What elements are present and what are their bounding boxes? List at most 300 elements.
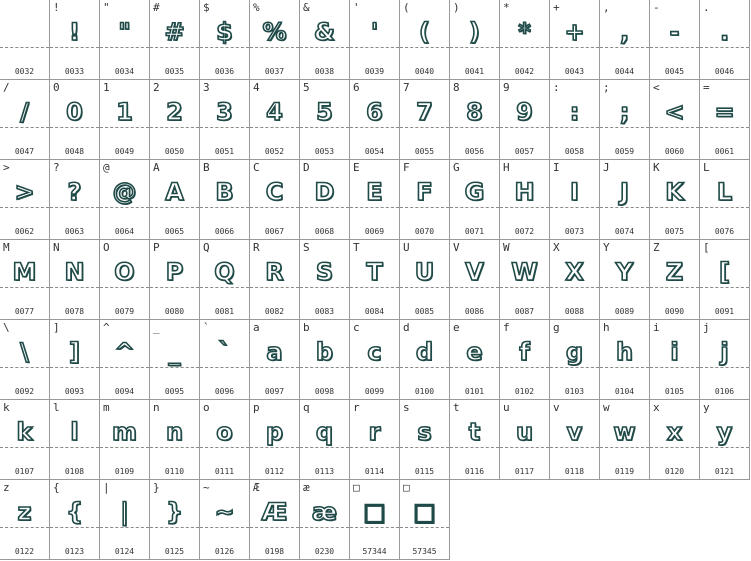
glyph-code: 0114 <box>364 467 385 476</box>
glyph-sample: b <box>315 338 334 366</box>
baseline-guide <box>400 47 449 48</box>
glyph-code: 0048 <box>64 147 85 156</box>
glyph-code: 0116 <box>464 467 485 476</box>
glyph-sample: u <box>515 418 534 446</box>
glyph-cell <box>350 240 400 320</box>
glyph-sample: X <box>565 258 584 286</box>
glyph-label: J <box>603 161 610 174</box>
glyph-cell <box>650 0 700 80</box>
glyph-cell <box>250 160 300 240</box>
baseline-guide <box>200 207 249 208</box>
glyph-cell <box>0 480 50 560</box>
glyph-cell <box>650 80 700 160</box>
glyph-label: ^ <box>103 321 110 334</box>
glyph-cell <box>450 0 500 80</box>
baseline-guide <box>400 207 449 208</box>
glyph-cell <box>650 240 700 320</box>
glyph-label: U <box>403 241 410 254</box>
glyph-cell <box>300 400 350 480</box>
glyph-cell <box>150 80 200 160</box>
glyph-label: 7 <box>403 81 410 94</box>
glyph-sample: Æ <box>261 498 288 526</box>
glyph-label: _ <box>153 321 160 334</box>
baseline-guide <box>450 207 499 208</box>
glyph-code: 0100 <box>414 387 435 396</box>
glyph-sample: 4 <box>266 98 283 126</box>
baseline-guide <box>50 527 99 528</box>
glyph-label: g <box>553 321 560 334</box>
glyph-label: S <box>303 241 310 254</box>
glyph-code: 0097 <box>264 387 285 396</box>
glyph-label: % <box>253 1 260 14</box>
glyph-code: 0057 <box>514 147 535 156</box>
glyph-cell <box>550 400 600 480</box>
glyph-sample: M <box>12 258 37 286</box>
glyph-label: | <box>103 481 110 494</box>
glyph-sample: n <box>165 418 184 446</box>
glyph-label: 1 <box>103 81 110 94</box>
baseline-guide <box>300 47 349 48</box>
glyph-label: q <box>303 401 310 414</box>
glyph-label: ! <box>53 1 60 14</box>
baseline-guide <box>50 287 99 288</box>
baseline-guide <box>50 47 99 48</box>
baseline-guide <box>500 207 549 208</box>
glyph-sample: j <box>720 338 729 366</box>
glyph-sample: 0 <box>66 98 83 126</box>
glyph-sample: s <box>417 418 432 446</box>
glyph-cell <box>500 320 550 400</box>
baseline-guide <box>250 447 299 448</box>
glyph-code: 0037 <box>264 67 285 76</box>
glyph-cell <box>0 80 50 160</box>
baseline-guide <box>600 127 649 128</box>
glyph-label: v <box>553 401 560 414</box>
glyph-sample: | <box>120 498 129 526</box>
glyph-code: 0060 <box>664 147 685 156</box>
baseline-guide <box>300 447 349 448</box>
glyph-code: 0043 <box>564 67 585 76</box>
baseline-guide <box>350 287 399 288</box>
glyph-cell <box>150 160 200 240</box>
glyph-cell <box>250 240 300 320</box>
baseline-guide <box>700 47 749 48</box>
glyph-cell <box>100 160 150 240</box>
glyph-cell <box>500 160 550 240</box>
glyph-code: 0101 <box>464 387 485 396</box>
glyph-sample: D <box>314 178 335 206</box>
baseline-guide <box>400 287 449 288</box>
baseline-guide <box>350 207 399 208</box>
glyph-label: b <box>303 321 310 334</box>
glyph-code: 0080 <box>164 307 185 316</box>
glyph-label: < <box>653 81 660 94</box>
baseline-guide <box>500 287 549 288</box>
glyph-code: 0093 <box>64 387 85 396</box>
glyph-label: " <box>103 1 110 14</box>
glyph-sample: 9 <box>516 98 533 126</box>
glyph-code: 0061 <box>714 147 735 156</box>
baseline-guide <box>50 367 99 368</box>
glyph-code: 0062 <box>14 227 35 236</box>
baseline-guide <box>600 47 649 48</box>
glyph-cell <box>450 80 500 160</box>
glyph-label: c <box>353 321 360 334</box>
baseline-guide <box>100 127 149 128</box>
baseline-guide <box>200 367 249 368</box>
glyph-label: y <box>703 401 710 414</box>
glyph-label: a <box>253 321 260 334</box>
baseline-guide <box>500 127 549 128</box>
glyph-sample: U <box>414 258 435 286</box>
glyph-label: □ <box>353 481 360 494</box>
glyph-sample: e <box>466 338 483 366</box>
glyph-cell <box>350 400 400 480</box>
baseline-guide <box>0 47 49 48</box>
baseline-guide <box>650 207 699 208</box>
glyph-code: 0078 <box>64 307 85 316</box>
glyph-label: , <box>603 1 610 14</box>
glyph-code: 0038 <box>314 67 335 76</box>
glyph-cell <box>600 400 650 480</box>
glyph-label: ' <box>353 1 360 14</box>
glyph-code: 0032 <box>14 67 35 76</box>
glyph-code: 0086 <box>464 307 485 316</box>
glyph-sample: z <box>17 498 32 526</box>
glyph-label: w <box>603 401 610 414</box>
glyph-sample: & <box>314 18 335 46</box>
glyph-label: L <box>703 161 710 174</box>
glyph-cell <box>500 80 550 160</box>
glyph-code: 0081 <box>214 307 235 316</box>
glyph-cell <box>250 400 300 480</box>
glyph-code: 0044 <box>614 67 635 76</box>
glyph-code: 0068 <box>314 227 335 236</box>
glyph-label: r <box>353 401 360 414</box>
glyph-code: 0083 <box>314 307 335 316</box>
glyph-sample: . <box>719 18 730 46</box>
baseline-guide <box>0 127 49 128</box>
glyph-cell <box>350 480 400 560</box>
glyph-code: 0059 <box>614 147 635 156</box>
glyph-sample: K <box>665 178 684 206</box>
glyph-cell <box>150 0 200 80</box>
glyph-sample: $ <box>216 18 233 46</box>
glyph-code: 0198 <box>264 547 285 556</box>
glyph-sample: ' <box>370 18 379 46</box>
glyph-code: 0066 <box>214 227 235 236</box>
baseline-guide <box>400 447 449 448</box>
glyph-code: 0082 <box>264 307 285 316</box>
glyph-label: o <box>203 401 210 414</box>
glyph-code: 0070 <box>414 227 435 236</box>
glyph-cell <box>50 160 100 240</box>
glyph-sample: C <box>265 178 284 206</box>
baseline-guide <box>150 527 199 528</box>
baseline-guide <box>150 207 199 208</box>
glyph-sample: □ <box>413 498 436 526</box>
baseline-guide <box>650 127 699 128</box>
baseline-guide <box>50 127 99 128</box>
glyph-code: 0104 <box>614 387 635 396</box>
glyph-sample: ` <box>218 338 231 366</box>
baseline-guide <box>200 527 249 528</box>
glyph-cell <box>650 160 700 240</box>
glyph-sample: V <box>465 258 484 286</box>
glyph-sample: < <box>664 98 685 126</box>
glyph-code: 57344 <box>362 547 387 556</box>
baseline-guide <box>350 447 399 448</box>
baseline-guide <box>700 447 749 448</box>
glyph-cell <box>500 0 550 80</box>
baseline-guide <box>250 47 299 48</box>
glyph-cell <box>700 240 750 320</box>
glyph-sample: L <box>716 178 733 206</box>
glyph-code: 0115 <box>414 467 435 476</box>
glyph-label: t <box>453 401 460 414</box>
glyph-cell <box>100 320 150 400</box>
glyph-code: 0040 <box>414 67 435 76</box>
glyph-cell <box>100 80 150 160</box>
baseline-guide <box>0 367 49 368</box>
glyph-sample: y <box>716 418 733 446</box>
baseline-guide <box>450 47 499 48</box>
glyph-label: m <box>103 401 110 414</box>
baseline-guide <box>600 207 649 208</box>
glyph-code: 0079 <box>114 307 135 316</box>
baseline-guide <box>250 207 299 208</box>
baseline-guide <box>400 127 449 128</box>
baseline-guide <box>650 287 699 288</box>
glyph-cell <box>600 240 650 320</box>
glyph-label: 5 <box>303 81 310 94</box>
glyph-cell <box>0 400 50 480</box>
glyph-sample: I <box>570 178 579 206</box>
glyph-cell <box>700 320 750 400</box>
glyph-cell <box>600 0 650 80</box>
glyph-sample: p <box>265 418 284 446</box>
glyph-label: ` <box>203 321 210 334</box>
glyph-sample: r <box>368 418 381 446</box>
baseline-guide <box>500 447 549 448</box>
glyph-label: Y <box>603 241 610 254</box>
glyph-sample: i <box>670 338 679 366</box>
glyph-label: s <box>403 401 410 414</box>
glyph-code: 0041 <box>464 67 485 76</box>
glyph-label: æ <box>303 481 310 494</box>
glyph-cell <box>650 400 700 480</box>
glyph-label: V <box>453 241 460 254</box>
glyph-sample: * <box>518 18 531 46</box>
glyph-sample: o <box>216 418 233 446</box>
glyph-sample: t <box>468 418 481 446</box>
glyph-code: 0063 <box>64 227 85 236</box>
glyph-code: 0091 <box>714 307 735 316</box>
glyph-cell <box>350 80 400 160</box>
glyph-sample: [ <box>719 258 730 286</box>
glyph-cell <box>450 160 500 240</box>
glyph-code: 0035 <box>164 67 185 76</box>
glyph-sample: ~ <box>214 498 235 526</box>
glyph-cell <box>200 400 250 480</box>
glyph-cell <box>200 80 250 160</box>
glyph-cell <box>150 480 200 560</box>
glyph-sample: \ <box>20 338 29 366</box>
glyph-label: E <box>353 161 360 174</box>
glyph-cell <box>400 320 450 400</box>
glyph-sample: 8 <box>466 98 483 126</box>
glyph-cell <box>250 480 300 560</box>
glyph-sample: 1 <box>116 98 133 126</box>
glyph-code: 0095 <box>164 387 185 396</box>
glyph-code: 0110 <box>164 467 185 476</box>
baseline-guide <box>450 127 499 128</box>
baseline-guide <box>50 207 99 208</box>
baseline-guide <box>0 287 49 288</box>
baseline-guide <box>550 447 599 448</box>
baseline-guide <box>250 127 299 128</box>
baseline-guide <box>100 207 149 208</box>
glyph-label: Æ <box>253 481 260 494</box>
glyph-code: 0120 <box>664 467 685 476</box>
glyph-cell <box>100 240 150 320</box>
glyph-cell <box>250 0 300 80</box>
glyph-code: 0105 <box>664 387 685 396</box>
baseline-guide <box>300 287 349 288</box>
glyph-label: k <box>3 401 10 414</box>
glyph-sample: H <box>514 178 535 206</box>
glyph-label: : <box>553 81 560 94</box>
glyph-label: ) <box>453 1 460 14</box>
baseline-guide <box>100 447 149 448</box>
glyph-sample: R <box>265 258 284 286</box>
glyph-label: B <box>203 161 210 174</box>
glyph-sample: G <box>464 178 485 206</box>
glyph-code: 0109 <box>114 467 135 476</box>
baseline-guide <box>350 47 399 48</box>
glyph-label: z <box>3 481 10 494</box>
glyph-cell <box>300 240 350 320</box>
glyph-label: 8 <box>453 81 460 94</box>
glyph-cell <box>350 160 400 240</box>
glyph-cell <box>550 320 600 400</box>
baseline-guide <box>600 367 649 368</box>
glyph-code: 0112 <box>264 467 285 476</box>
glyph-code: 0054 <box>364 147 385 156</box>
glyph-label: l <box>53 401 60 414</box>
glyph-code: 0125 <box>164 547 185 556</box>
glyph-sample: a <box>266 338 283 366</box>
glyph-label: 6 <box>353 81 360 94</box>
glyph-sample: m <box>111 418 137 446</box>
glyph-sample: l <box>70 418 79 446</box>
glyph-code: 0119 <box>614 467 635 476</box>
glyph-code: 0058 <box>564 147 585 156</box>
glyph-label: { <box>53 481 60 494</box>
baseline-guide <box>0 207 49 208</box>
glyph-code: 0102 <box>514 387 535 396</box>
glyph-code: 0042 <box>514 67 535 76</box>
baseline-guide <box>100 367 149 368</box>
glyph-code: 0084 <box>364 307 385 316</box>
glyph-cell <box>300 160 350 240</box>
glyph-cell <box>150 240 200 320</box>
glyph-cell <box>200 320 250 400</box>
glyph-cell <box>500 400 550 480</box>
glyph-sample: N <box>64 258 85 286</box>
glyph-sample: # <box>164 18 185 46</box>
glyph-code: 0071 <box>464 227 485 236</box>
glyph-label: f <box>503 321 510 334</box>
glyph-cell <box>700 80 750 160</box>
glyph-cell <box>0 160 50 240</box>
glyph-sample: æ <box>311 498 338 526</box>
glyph-sample: { <box>65 498 84 526</box>
glyph-sample: @ <box>112 178 137 206</box>
glyph-cell <box>400 80 450 160</box>
glyph-sample: ] <box>69 338 80 366</box>
glyph-code: 0122 <box>14 547 35 556</box>
glyph-label: N <box>53 241 60 254</box>
glyph-code: 0103 <box>564 387 585 396</box>
glyph-sample: □ <box>363 498 386 526</box>
glyph-code: 0034 <box>114 67 135 76</box>
glyph-cell <box>50 320 100 400</box>
glyph-code: 0050 <box>164 147 185 156</box>
baseline-guide <box>550 287 599 288</box>
glyph-label: ~ <box>203 481 210 494</box>
glyph-label: + <box>553 1 560 14</box>
glyph-code: 0124 <box>114 547 135 556</box>
glyph-code: 0094 <box>114 387 135 396</box>
glyph-code: 0230 <box>314 547 335 556</box>
baseline-guide <box>450 367 499 368</box>
glyph-cell <box>50 240 100 320</box>
baseline-guide <box>100 287 149 288</box>
glyph-label: I <box>553 161 560 174</box>
glyph-sample: W <box>511 258 538 286</box>
glyph-label: & <box>303 1 310 14</box>
glyph-sample: x <box>666 418 683 446</box>
glyph-cell <box>350 320 400 400</box>
glyph-label: u <box>503 401 510 414</box>
baseline-guide <box>700 287 749 288</box>
glyph-sample: O <box>114 258 135 286</box>
glyph-code: 0087 <box>514 307 535 316</box>
baseline-guide <box>700 367 749 368</box>
glyph-sample: ( <box>419 18 430 46</box>
glyph-label: F <box>403 161 410 174</box>
glyph-sample: > <box>14 178 35 206</box>
glyph-sample: - <box>669 18 680 46</box>
glyph-cell <box>450 400 500 480</box>
glyph-code: 0098 <box>314 387 335 396</box>
glyph-cell <box>350 0 400 80</box>
glyph-cell <box>400 0 450 80</box>
glyph-sample: E <box>366 178 383 206</box>
glyph-cell <box>200 480 250 560</box>
glyph-label: ] <box>53 321 60 334</box>
glyph-sample: A <box>165 178 184 206</box>
glyph-sample: : <box>569 98 580 126</box>
glyph-label: / <box>3 81 10 94</box>
glyph-label: } <box>153 481 160 494</box>
glyph-label: d <box>403 321 410 334</box>
glyph-cell <box>50 80 100 160</box>
glyph-label: p <box>253 401 260 414</box>
baseline-guide <box>250 287 299 288</box>
baseline-guide <box>300 207 349 208</box>
